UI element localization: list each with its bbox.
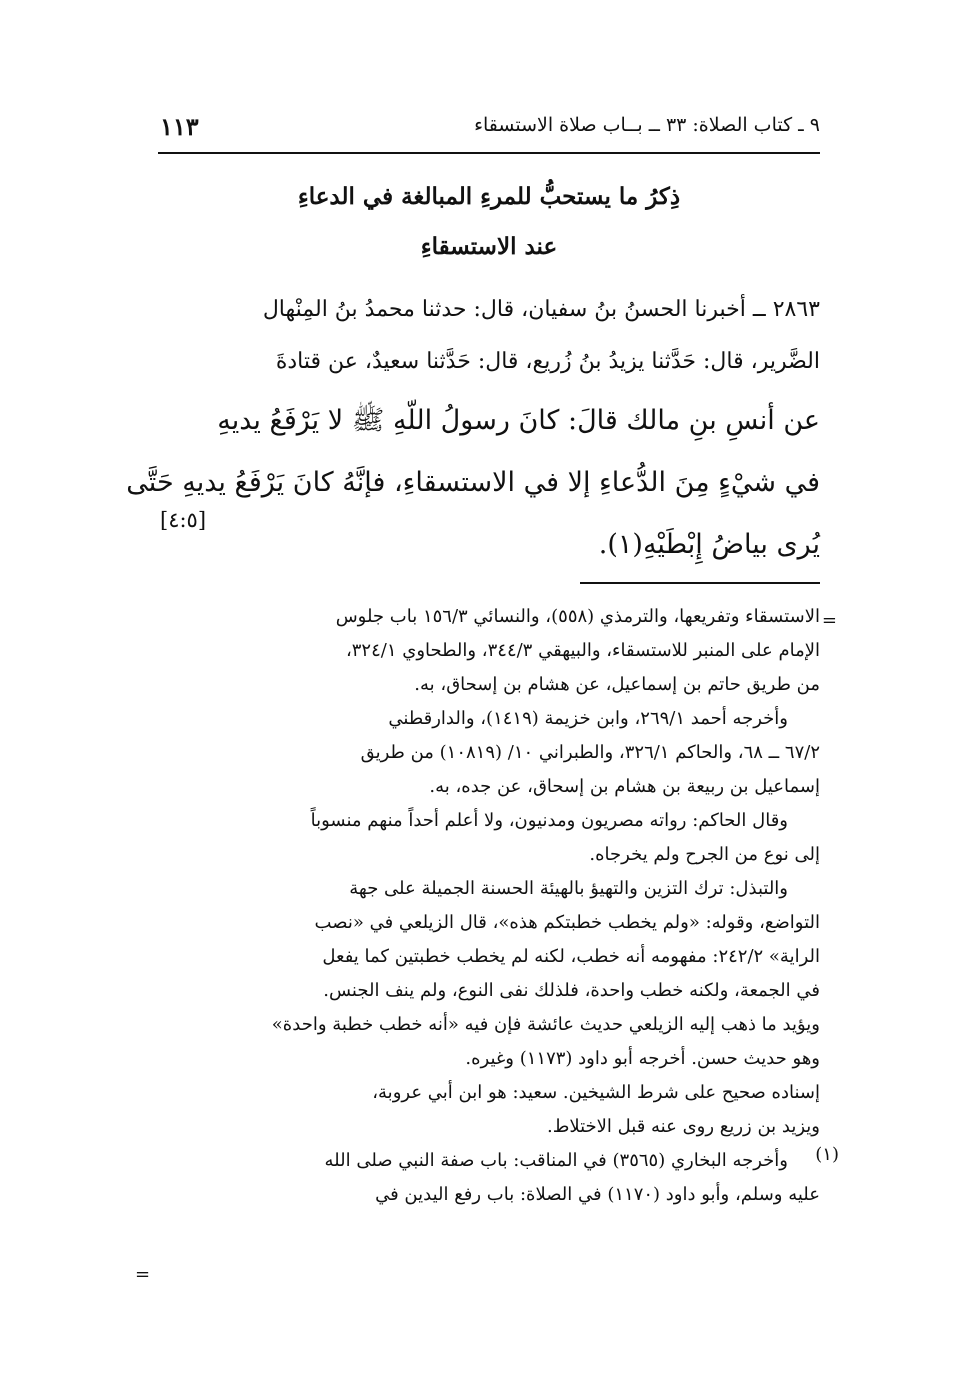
footnote-line: إسناده صحيح على شرط الشيخين. سعيد: هو ابن أبي عروبة،	[372, 1082, 820, 1103]
footnote-line: ٦٧/٢ ــ ٦٨، والحاكم ٣٢٦/١، والطبراني ١٠/ (١٠٨١٩) من طريق	[360, 742, 820, 763]
running-title: ٩ ـ كتاب الصلاة: ٣٣ ــ بــاب صلاة الاستسقاء	[474, 114, 820, 136]
continuation-marker: =	[821, 610, 837, 631]
footnote-line: والتبذل: ترك التزين والتهيؤ بالهيئة الحسنة الجميلة على جهة	[349, 878, 788, 899]
section-title-line-2: عند الاستسقاءِ	[420, 233, 558, 260]
footnote-line: من طريق حاتم بن إسماعيل، عن هشام بن إسحاق، به.	[414, 674, 820, 695]
isnad-line: ٢٨٦٣ ــ أخبرنا الحسنُ بنُ سفيان، قال: حدثنا محمدُ بنُ المِنْهال	[262, 297, 820, 322]
hadith-isnad	[158, 284, 820, 388]
hadith-matn	[126, 390, 820, 576]
continuation-marker-end: =	[135, 1264, 151, 1285]
section-title-line-1: ذِكرُ ما يستحبُّ للمرءِ المبالغة في الدعاءِ	[297, 183, 681, 210]
matn-line: في شيْءٍ مِنَ الدُّعاءِ إلا في الاستسقاءِ، فإنَّهُ كانَ يَرْفَعُ يديهِ حَتَّى	[126, 467, 820, 498]
footnote-line: ويؤيد ما ذهب إليه الزيلعي حديث عائشة فإن فيه «أنه خطب خطبة واحدة»	[271, 1014, 820, 1035]
footnote-1	[158, 1076, 820, 1212]
footnote-line: الراية» ٢٤٢/٢: مفهومه أنه خطب، لكنه لم يخطب خطبتين كما يفعل	[322, 946, 820, 967]
footnote-line: إلى نوع من الجرح ولم يخرجاه.	[589, 844, 820, 865]
page-number: ١١٣	[160, 112, 199, 141]
footnote-line: عليه وسلم، وأبو داود (١١٧٠) في الصلاة: باب رفع اليدين في	[375, 1184, 820, 1205]
footnote-line: وأخرجه أحمد ٢٦٩/١، وابن خزيمة (١٤١٩)، والدارقطني	[388, 708, 788, 729]
footnote-line: وقال الحاكم: رواته مصريون ومدنيون، ولا أعلم أحداً منهم منسوباً	[310, 810, 788, 831]
section-title	[158, 172, 820, 272]
footnote-rule	[580, 582, 820, 584]
hadith-grade: [٤:٥]	[160, 508, 207, 532]
running-header	[158, 112, 820, 148]
isnad-line: الضَّرير، قال: حَدَّثنا يزيدُ بنُ زُريع، قال: حَدَّثنا سعيدٌ، عن قتادةَ	[275, 349, 820, 374]
matn-line: عن أنسِ بنِ مالك قالَ: كانَ رسولُ اللّهِ ﷺ لا يَرْفَعُ يديهِ	[217, 405, 820, 436]
footnote-line: في الجمعة، ولكنه خطب واحدة، فلذلك نفى النوع، ولم ينف الجنس.	[323, 980, 820, 1001]
footnote-continuation	[158, 600, 820, 1076]
footnote-line: الاستسقاء وتفريعها، والترمذي (٥٥٨)، والنسائي ١٥٦/٣ باب جلوس	[335, 606, 820, 627]
footnote-line: التواضع، وقوله: «ولم يخطب خطبتكم هذه»، قال الزيلعي في «نصب	[314, 912, 820, 933]
footnote-line: وهو حديث حسن. أخرجه أبو داود (١١٧٣) وغيره.	[465, 1048, 820, 1069]
footnotes	[158, 600, 820, 1212]
footnote-line: إسماعيل بن ربيعة بن هشام بن إسحاق، عن جده، به.	[429, 776, 820, 797]
footnote-line: وأخرجه البخاري (٣٥٦٥) في المناقب: باب صفة النبي صلى الله	[324, 1150, 788, 1171]
footnote-number: (١)	[815, 1144, 839, 1165]
footnote-line: الإمام على المنبر للاستسقاء، والبيهقي ٣٤٤/٣، والطحاوي ٣٢٤/١،	[345, 640, 820, 661]
matn-line: يُرى بياضُ إِبْطَيْهِ(١).	[598, 529, 820, 560]
footnote-line: ويزيد بن زريع روى عنه قبل الاختلاط.	[546, 1116, 820, 1137]
header-rule	[158, 152, 820, 154]
